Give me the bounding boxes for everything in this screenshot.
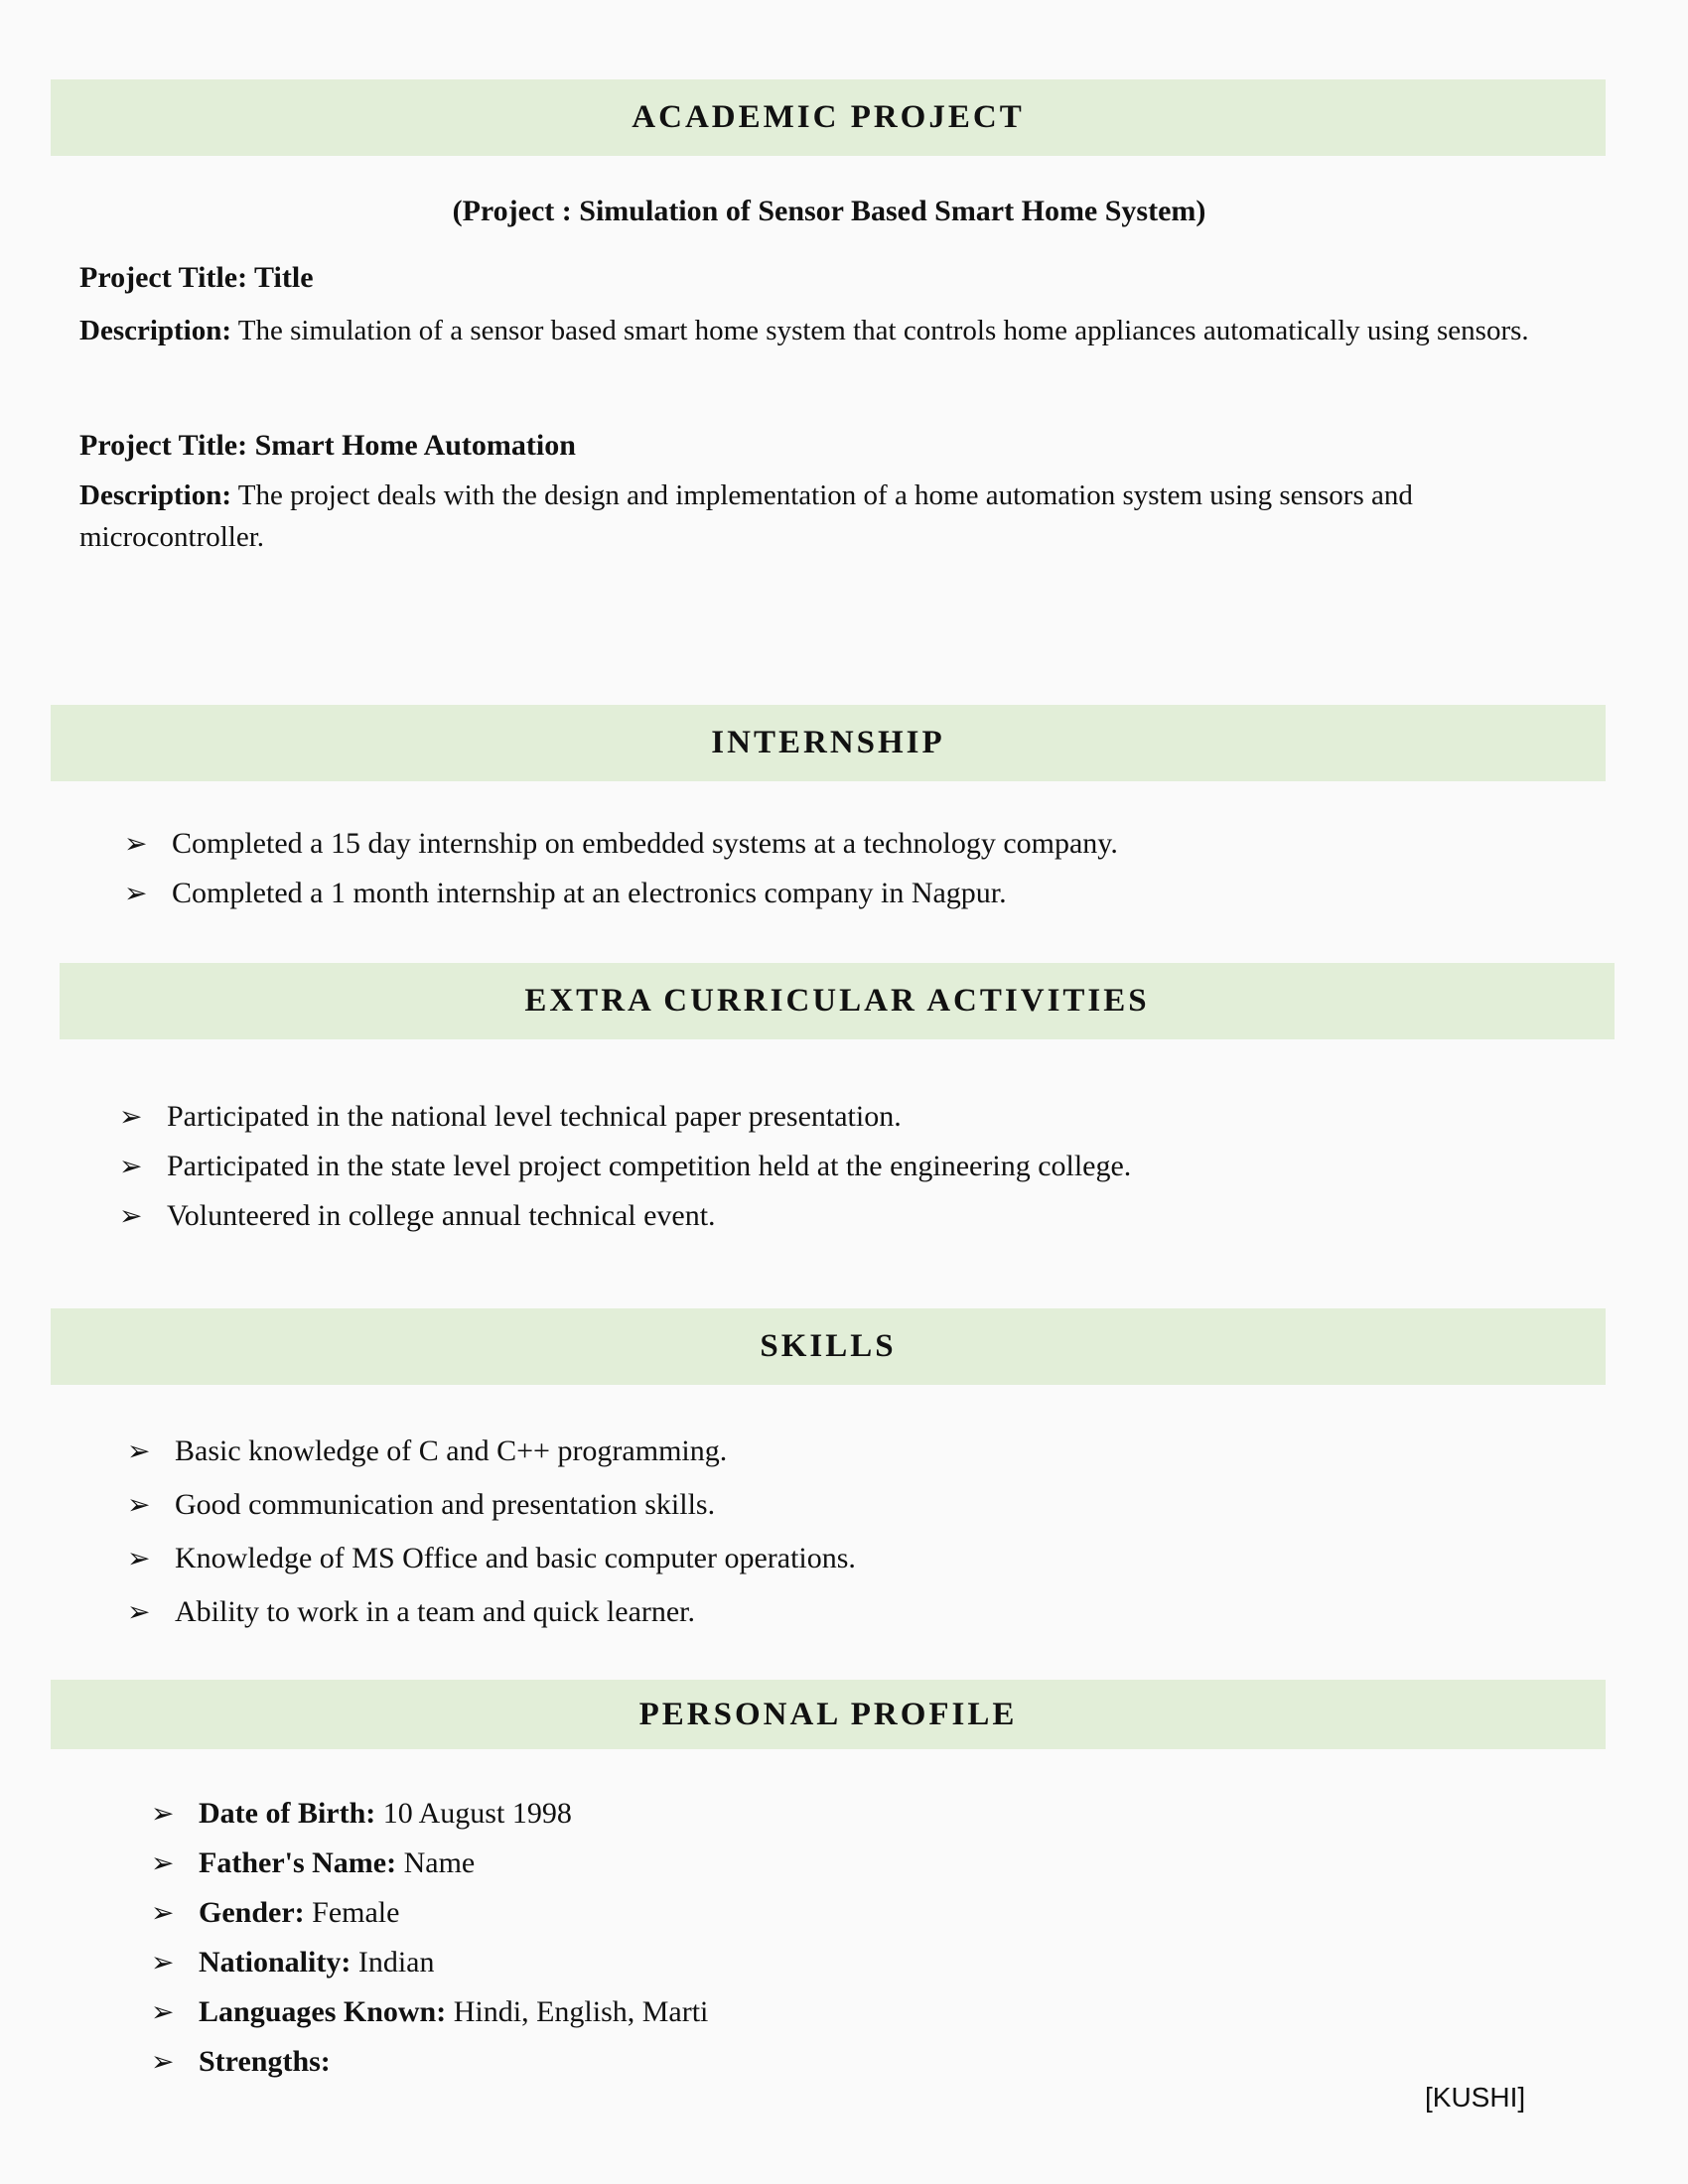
section-heading-internship: INTERNSHIP [51, 705, 1606, 781]
internship-list [124, 819, 1118, 918]
arrow-bullet-icon: ➢ [151, 1896, 175, 1929]
list-item: ➢ Participated in the state level project competition held at the engineering college. [119, 1142, 1131, 1191]
project-1-description [79, 310, 1589, 351]
project-1-description-label: Description: [79, 315, 232, 346]
project-2-title: Project Title: Smart Home Automation [79, 429, 576, 462]
arrow-bullet-icon: ➢ [124, 827, 148, 860]
arrow-bullet-icon: ➢ [127, 1488, 151, 1521]
profile-item-dob: ➢ Date of Birth: 10 August 1998 [151, 1789, 708, 1839]
page-footer: [KUSHI] [1425, 2082, 1526, 2113]
section-heading-skills: SKILLS [51, 1308, 1606, 1385]
project-2-description [79, 475, 1589, 558]
academic-subheading: (Project : Simulation of Sensor Based Smart Home System) [452, 195, 1206, 227]
project-2-description-label: Description: [79, 479, 232, 511]
personal-profile-list [151, 1789, 708, 2087]
arrow-bullet-icon: ➢ [127, 1542, 151, 1574]
arrow-bullet-icon: ➢ [127, 1595, 151, 1628]
profile-item-father: ➢ Father's Name: Name [151, 1839, 708, 1888]
list-item: ➢ Good communication and presentation skills. [127, 1478, 856, 1532]
arrow-bullet-icon: ➢ [124, 877, 148, 909]
section-heading-personal-profile: PERSONAL PROFILE [51, 1680, 1606, 1749]
arrow-bullet-icon: ➢ [119, 1100, 143, 1133]
arrow-bullet-icon: ➢ [119, 1150, 143, 1182]
profile-item-strengths: ➢ Strengths: [151, 2037, 708, 2087]
list-item: ➢ Participated in the national level technical paper presentation. [119, 1092, 1131, 1142]
profile-item-gender: ➢ Gender: Female [151, 1888, 708, 1938]
profile-item-languages: ➢ Languages Known: Hindi, English, Marti [151, 1987, 708, 2037]
project-2-description-text: The project deals with the design and implementation of a home automation system using sensors and microcontroller. [79, 479, 1413, 553]
list-item: ➢ Knowledge of MS Office and basic computer operations. [127, 1532, 856, 1585]
arrow-bullet-icon: ➢ [151, 2045, 175, 2078]
arrow-bullet-icon: ➢ [127, 1434, 151, 1467]
list-item: ➢ Basic knowledge of C and C++ programming. [127, 1425, 856, 1478]
project-1-title: Project Title: Title [79, 261, 314, 294]
project-1-description-text: The simulation of a sensor based smart home system that controls home appliances automatically using sensors. [231, 315, 1529, 346]
skills-list [127, 1425, 856, 1639]
arrow-bullet-icon: ➢ [119, 1199, 143, 1232]
extra-curricular-list [119, 1092, 1131, 1241]
arrow-bullet-icon: ➢ [151, 1946, 175, 1979]
section-heading-extra-curricular: EXTRA CURRICULAR ACTIVITIES [60, 963, 1615, 1039]
profile-item-nationality: ➢ Nationality: Indian [151, 1938, 708, 1987]
list-item: ➢ Completed a 15 day internship on embedded systems at a technology company. [124, 819, 1118, 869]
section-heading-academic-project: ACADEMIC PROJECT [51, 79, 1606, 156]
list-item: ➢ Ability to work in a team and quick learner. [127, 1585, 856, 1639]
arrow-bullet-icon: ➢ [151, 1995, 175, 2028]
list-item: ➢ Completed a 1 month internship at an electronics company in Nagpur. [124, 869, 1118, 918]
arrow-bullet-icon: ➢ [151, 1797, 175, 1830]
arrow-bullet-icon: ➢ [151, 1846, 175, 1879]
list-item: ➢ Volunteered in college annual technical event. [119, 1191, 1131, 1241]
